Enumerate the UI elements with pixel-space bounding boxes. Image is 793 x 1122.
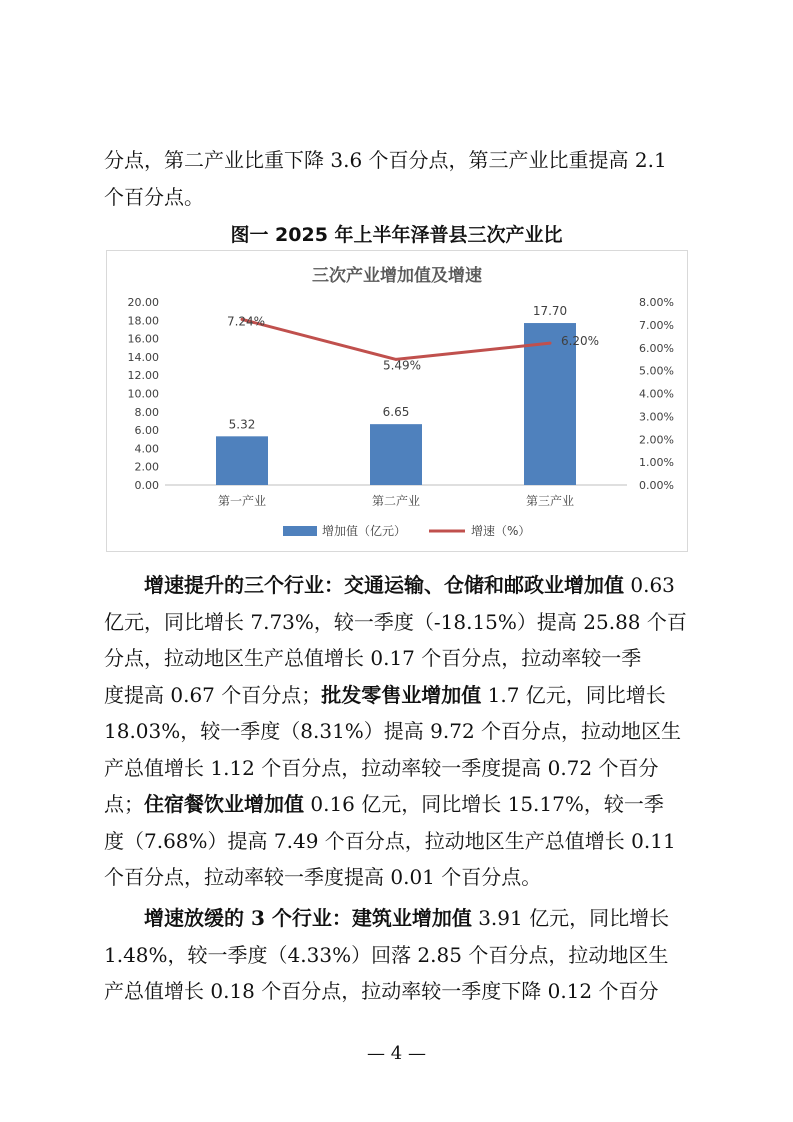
industry-name: 批发零售业增加值 [321, 682, 482, 707]
y-right-tick-label: 5.00% [639, 364, 674, 378]
legend-line-label: 增速（%） [471, 524, 531, 538]
text-line: 分点，第二产业比重下降 3.6 个百分点，第三产业比重提高 2.1 [104, 148, 667, 172]
text-line: 1.48%，较一季度（4.33%）回落 2.85 个百分点，拉动地区生 [104, 942, 669, 967]
bar [216, 436, 268, 485]
y-right-tick-label: 2.00% [639, 433, 674, 447]
y-right-tick-label: 0.00% [639, 479, 674, 492]
text-line [104, 677, 688, 714]
industry-name: 住宿餐饮业增加值 [144, 792, 304, 816]
lead-heading: 增速放缓的 3 个行业： [144, 906, 352, 930]
y-left-tick-label: 10.00 [127, 387, 159, 401]
y-left-tick-label: 16.00 [127, 332, 159, 346]
text-run: 0.63 [624, 573, 675, 597]
text-line [104, 786, 688, 823]
y-left-tick-label: 20.00 [127, 296, 159, 309]
text-line: 个百分点，拉动率较一季度提高 0.01 个百分点。 [104, 865, 542, 889]
y-right-tick-label: 8.00% [639, 296, 674, 309]
legend-bar-label: 增加值（亿元） [322, 524, 407, 538]
bar-data-label: 17.70 [532, 304, 568, 319]
y-right-tick-label: 1.00% [639, 456, 674, 470]
industry-chart [107, 251, 687, 551]
y-left-tick-label: 8.00 [134, 405, 159, 419]
text-line: 18.03%，较一季度（8.31%）提高 9.72 个百分点，拉动地区生 [104, 719, 682, 743]
chart-frame [106, 250, 688, 552]
text-line [104, 567, 688, 604]
y-left-tick-label: 12.00 [127, 369, 159, 383]
text-line: 产总值增长 1.12 个百分点，拉动率较一季度提高 0.72 个百分 [104, 755, 659, 780]
y-right-tick-label: 7.00% [639, 318, 674, 332]
y-left-tick-label: 4.00 [134, 442, 159, 456]
bar-data-label: 5.32 [228, 417, 256, 432]
industry-name: 建筑业增加值 [351, 906, 472, 930]
y-left-tick-label: 18.00 [127, 314, 159, 328]
y-left-tick-label: 2.00 [134, 460, 159, 474]
paragraph-slow [104, 900, 688, 1010]
text-line: 分点，拉动地区生产总值增长 0.17 个百分点，拉动率较一季 [104, 646, 642, 670]
bar [370, 424, 422, 485]
category-label: 第一产业 [217, 494, 267, 508]
line-data-label: 7.24% [226, 314, 266, 329]
y-right-tick-label: 3.00% [639, 410, 674, 424]
text-run: 点； [104, 792, 144, 816]
y-right-tick-label: 4.00% [639, 387, 674, 401]
text-line: 产总值增长 0.18 个百分点，拉动率较一季度下降 0.12 个百分 [104, 979, 659, 1003]
lead-heading: 增速提升的三个行业： [144, 573, 344, 597]
text-line: 度（7.68%）提高 7.49 个百分点，拉动地区生产总值增长 0.11 [104, 828, 676, 853]
y-left-tick-label: 6.00 [134, 424, 159, 438]
page-number: — 4 — [367, 1043, 426, 1064]
text-line: 个百分点。 [104, 184, 204, 209]
text-line [104, 900, 688, 937]
y-left-tick-label: 14.00 [127, 350, 159, 364]
line-data-label: 5.49% [382, 358, 422, 373]
text-line: 亿元，同比增长 7.73%，较一季度（-18.15%）提高 25.88 个百 [104, 609, 687, 634]
top-paragraph [104, 142, 688, 215]
legend-bar-swatch [283, 526, 317, 536]
chart-title: 三次产业增加值及增速 [312, 266, 482, 286]
text-run: 0.16 亿元，同比增长 15.17%，较一季 [304, 792, 664, 816]
paragraph-rise [104, 567, 688, 896]
y-right-tick-label: 6.00% [639, 341, 674, 355]
text-run: 3.91 亿元，同比增长 [471, 906, 670, 930]
y-left-tick-label: 0.00 [134, 479, 159, 492]
growth-rate-line [242, 319, 550, 359]
text-run: 1.7 亿元，同比增长 [481, 682, 666, 707]
line-point [549, 342, 552, 345]
industry-name: 交通运输、仓储和邮政业增加值 [344, 573, 624, 597]
figure-caption: 图一 2025 年上半年泽普县三次产业比 [230, 224, 563, 246]
bar-data-label: 6.65 [382, 405, 410, 420]
line-data-label: 6.20% [560, 334, 600, 349]
category-label: 第二产业 [371, 494, 421, 508]
text-run: 度提高 0.67 个百分点； [104, 682, 322, 707]
category-label: 第三产业 [525, 494, 575, 508]
